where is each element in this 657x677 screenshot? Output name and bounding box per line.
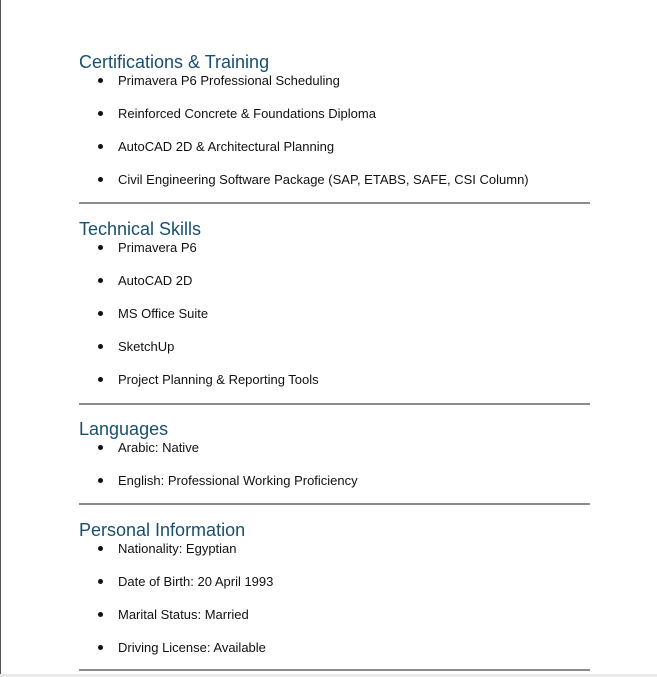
bullet-icon [98,111,103,116]
bullet-icon [98,278,103,283]
section-divider [79,669,590,671]
section-title-personal-information: Personal Information [79,520,246,540]
bullet-icon [98,177,103,182]
list-item-text: Driving License: Available [118,640,266,655]
list-item [79,172,590,205]
section-divider [79,503,590,505]
list-item-text: AutoCAD 2D [118,273,193,288]
languages-list [79,440,590,506]
bullet-icon [98,78,103,83]
list-item [79,607,590,640]
bullet-icon [98,612,103,617]
list-item-text: Primavera P6 [118,240,197,255]
list-item [79,106,590,139]
list-item-text: Civil Engineering Software Package (SAP, ETABS, SAFE, CSI Column) [118,172,529,187]
personal-information-section [79,519,590,673]
bullet-icon [98,579,103,584]
technical-skills-list [79,240,590,405]
list-item-text: English: Professional Working Proficiency [118,473,358,488]
technical-skills-section [79,218,590,405]
list-item [79,473,590,506]
bullet-icon [98,546,103,551]
list-item [79,139,590,172]
bullet-icon [98,445,103,450]
section-divider [79,202,590,204]
certifications-section [79,51,590,205]
list-item-text: Date of Birth: 20 April 1993 [118,574,274,589]
certifications-list [79,73,590,205]
bullet-icon [98,245,103,250]
list-item-text: Project Planning & Reporting Tools [118,372,319,387]
bullet-icon [98,645,103,650]
list-item-text: Marital Status: Married [118,607,249,622]
section-title-technical-skills: Technical Skills [79,219,202,239]
bullet-icon [98,144,103,149]
bullet-icon [98,344,103,349]
list-item-text: Nationality: Egyptian [118,541,237,556]
list-item [79,541,590,574]
list-item [79,372,590,405]
list-item-text: SketchUp [118,339,175,354]
list-item [79,440,590,473]
bullet-icon [98,311,103,316]
section-title-languages: Languages [79,419,169,439]
section-title-certifications: Certifications & Training [79,52,270,72]
list-item [79,240,590,273]
list-item [79,339,590,372]
bullet-icon [98,478,103,483]
list-item-text: AutoCAD 2D & Architectural Planning [118,139,335,154]
list-item [79,574,590,607]
list-item-text: Arabic: Native [118,440,199,455]
list-item [79,73,590,106]
list-item [79,273,590,306]
languages-section [79,418,590,506]
bullet-icon [98,377,103,382]
list-item-text: MS Office Suite [118,306,209,321]
list-item-text: Primavera P6 Professional Scheduling [118,73,340,88]
list-item [79,306,590,339]
personal-information-list [79,541,590,673]
list-item-text: Reinforced Concrete & Foundations Diploma [118,106,376,121]
section-divider [79,403,590,405]
